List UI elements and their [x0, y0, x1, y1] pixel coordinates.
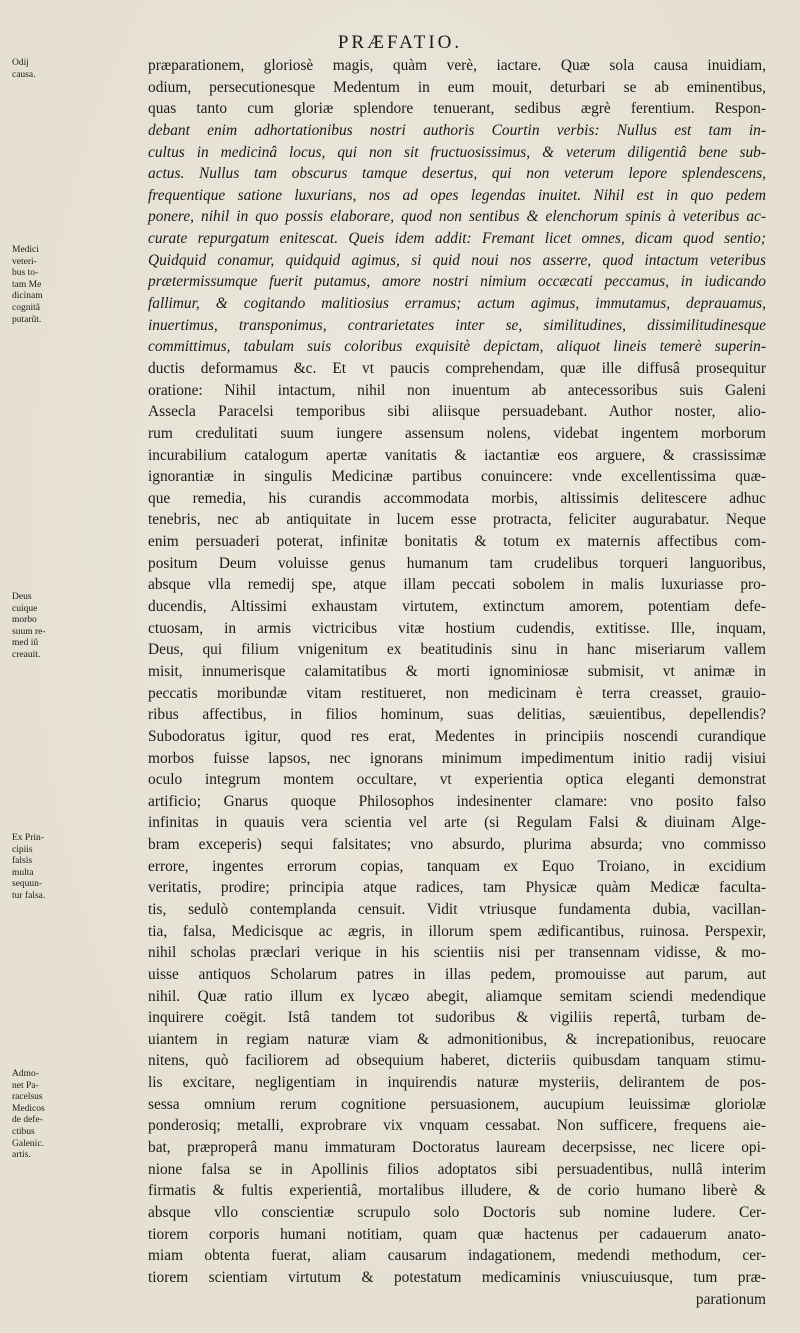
text-line: peccatis moribundæ vitam restitueret, non medicinam è terra creasset, grauio-: [148, 684, 766, 702]
margin-note-line: Deus: [12, 592, 32, 602]
text-line: nione falsa se in Apollinis filios adoptatos sibi persuadentibus, nullâ interim: [148, 1160, 766, 1178]
margin-note-line: Galenic.: [12, 1138, 44, 1149]
margin-note-line: cipiis: [12, 844, 33, 855]
text-line: frequentique satione luxurians, nos ad opes legendas inuitet. Nihil est in quo pedem: [148, 186, 766, 204]
margin-note-line: tam Me: [12, 279, 42, 290]
text-line: tiorem scientiam virtutum & potestatum medicaminis vniuscuiusque, tum præ-: [148, 1268, 766, 1286]
text-line: sessa omnium rerum cognitione persuasionem, aucupium leuissimæ gloriolæ: [148, 1095, 766, 1113]
text-line: bat, præproperâ manu immaturam Doctoratus lauream decerpsisse, nec licere opi-: [148, 1139, 766, 1157]
text-line: ponere, nihil in quo possis elaborare, quod non sentibus & elenchorum spinis à veteribus ac-: [148, 208, 766, 226]
text-line: positum Deum voluisse genus humanum tam crudelibus torqueri languoribus,: [148, 554, 766, 572]
margin-note-line: ctibus: [12, 1126, 35, 1137]
text-line: infinitas in quauis vera scientia vel arte (si Regulam Falsi & diuinam Alge-: [148, 814, 766, 832]
margin-note-line: multa: [12, 867, 34, 878]
text-line: debant enim adhortationibus nostri authoris Courtin verbis: Nullus est tam in-: [148, 121, 766, 139]
margin-note-deus: [12, 592, 70, 662]
margin-note-line: sequun-: [12, 879, 43, 890]
text-line: quas tanto cum gloriæ splendore tenuerant, sedibus ægrè ferentium. Respon-: [148, 100, 766, 118]
text-line: ignorantiæ in singulis Medicinæ partibus conuincere: vnde excellentissima quæ-: [148, 468, 766, 486]
text-line: ducendis, Altissimi exhaustam virtutem, extinctum amorem, potentiam defe-: [148, 598, 766, 616]
text-line: committimus, tabulam suis coloribus exquisitè depictam, aliquot lineis temerè superin-: [148, 338, 766, 356]
text-line: que remedia, his curandis accommodata morbis, altissimis delitescere adhuc: [148, 489, 766, 507]
text-line: misit, innumerisque calamitatibus & morti ignominiosæ submisit, vt animæ in: [148, 662, 766, 680]
margin-note-medici: [12, 245, 70, 326]
margin-note-line: morbo: [12, 615, 37, 626]
text-line: fallimur, & cogitando malitiosius erramus; actum agimus, immutamus, deprauamus,: [148, 295, 766, 313]
margin-note-line: veteri-: [12, 256, 37, 267]
page-title: PRÆFATIO.: [337, 32, 463, 53]
margin-note-line: bus to-: [12, 268, 39, 279]
margin-note-line: falsis: [12, 856, 33, 867]
text-line: rum credulitati suum iungere assensum nolens, videbat ingentem morborum: [148, 424, 766, 442]
margin-note-line: Odij: [12, 58, 29, 68]
text-line: uiantem in regiam naturæ viam & admonitionibus, & increpationibus, reuocare: [148, 1030, 766, 1048]
margin-note-line: de defe-: [12, 1115, 43, 1126]
margin-note-line: tur falsa.: [12, 890, 46, 901]
margin-note-admonet: [12, 1069, 70, 1162]
text-line: Deus, qui filium vnigenitum ex beatitudinis sinu in hanc miseriarum vallem: [148, 641, 766, 659]
text-line: miam obtenta fuerat, aliam causarum indagationem, medendi methodum, cer-: [148, 1247, 766, 1265]
text-line: curate repurgatum enitescat. Queis idem addit: Fremant licet omnes, dicam quod sentio;: [148, 230, 766, 248]
margin-note-line: creauit.: [12, 649, 41, 660]
text-line: inquirere coëgit. Istâ tandem tot sudoribus & vigiliis repertâ, turbam de-: [148, 1009, 766, 1027]
text-line: inuertimus, transponimus, contrarietates inter se, similitudines, dissimilitudinesque: [148, 316, 766, 334]
text-line: ponderosiq; metalli, exprobrare vix vnquam cessabat. Non sufficere, frequens aie-: [148, 1117, 766, 1135]
text-line: nihil scholas præclari verique in his scientiis nisi per transennam vidisse, & mo-: [148, 944, 766, 962]
text-line: errore, ingentes errorum copias, tanquam ex Equo Troiano, in excidium: [148, 857, 766, 875]
text-line: actus. Nullus tam obscurus tamque desertus, qui non veterum lepore splendescens,: [148, 165, 766, 183]
margin-note-line: suum re-: [12, 626, 46, 637]
text-line: nitens, quò faciliorem ad obsequium haberet, dicteriis quibusdam tanquam stimu-: [148, 1052, 766, 1070]
text-line: absque vlla remedij spe, atque illam peccati sobolem in malis luxuriasse pro-: [148, 576, 766, 594]
text-line: uisse antiquos Scholarum patres in illas pedem, promouisse aut parum, aut: [148, 965, 766, 983]
margin-note-line: Medicos: [12, 1103, 45, 1114]
margin-note-line: med iũ: [12, 638, 39, 649]
margin-note-line: racelsus: [12, 1092, 43, 1103]
margin-note-line: cognitã: [12, 302, 40, 313]
text-line: tia, falsa, Medicisque ac ægris, in illorum spem ædificantibus, ruinosa. Perspexir,: [148, 922, 766, 940]
text-line: ribus affectibus, in filios hominum, suas delitias, sæuientibus, depellendis?: [148, 706, 766, 724]
margin-note-line: net Pa-: [12, 1080, 39, 1091]
text-line: præparationem, gloriosè magis, quàm verè, iactare. Quæ sola causa inuidiam,: [148, 57, 766, 74]
margin-note-line: dicinam: [12, 291, 43, 302]
text-line: parationum: [695, 1290, 766, 1308]
text-line: lis excitare, negligentiam in inquirendis naturæ mysteriis, delirantem de pos-: [148, 1074, 766, 1092]
text-line: tenebris, nec ab antiquitate in lucem esse protracta, feliciter augurabatur. Neque: [148, 511, 766, 529]
text-line: Subodoratus igitur, quod res erat, Medentes in principiis noscendi curandique: [148, 727, 766, 745]
text-line: incurabilium catalogum apertæ vanitatis & iactantiæ eos arguere, & crassissimæ: [148, 446, 766, 464]
text-line: oculo integrum montem occultare, vt experientia optica eleganti demonstrat: [148, 771, 766, 789]
margin-note-line: Ex Prin-: [12, 833, 44, 843]
text-line: oratione: Nihil intactum, nihil non inuentum ab antecessoribus suis Galeni: [148, 381, 766, 399]
text-line: odium, persecutionesque Medentum in eum mouit, deturbari se ab eminentibus,: [148, 78, 766, 96]
margin-note-line: Medici: [12, 245, 39, 255]
margin-note-line: artis.: [12, 1150, 31, 1161]
text-line: prætermissumque fuerit putamus, amore nostri nimium occæcati peccamus, in iudicando: [148, 273, 766, 291]
text-line: artificio; Gnarus quoque Philosophos indesinenter clamare: vno posito falso: [148, 792, 766, 810]
margin-note-line: Admo-: [12, 1069, 39, 1079]
text-line: ctuosam, in armis victricibus vitæ hostium cudendis, extitisse. Ille, inquam,: [148, 619, 766, 637]
text-line: Assecla Paracelsi temporibus sibi aliisque persuadebant. Author noster, alio-: [148, 403, 766, 421]
text-line: Quidquid conamur, quidquid agimus, si quid noui nos asserre, quod intactum veteribus: [148, 251, 766, 269]
text-line: bram exceperis) sequi falsitates; vno absurdo, plurima absurda; vno commisso: [148, 836, 766, 854]
text-line: veritatis, prodire; principia atque radices, tam Physicæ quàm Medicæ faculta-: [148, 879, 766, 897]
text-line: absque vllo conscientiæ scrupulo solo Doctoris sub nomine ludere. Cer-: [148, 1203, 766, 1221]
margin-note-line: putarũt.: [12, 314, 42, 325]
text-line: morbos fuisse lapsos, nec ignorans minimum impedimentum initio radij visiui: [148, 749, 766, 767]
text-line: cultus in medicinâ locus, qui non sit fructuosissimus, & veterum diligentiâ bene sub-: [148, 143, 766, 161]
text-line: firmatis & fultis experientiâ, mortalibus illudere, & de corio humano liberè &: [148, 1182, 766, 1200]
text-line: ductis deformamus &c. Et vt paucis comprehendam, quæ ille diffusâ prosequitur: [148, 359, 766, 377]
text-line: enim persuaderi poterat, infinitæ bonitatis & totum ex maternis affectibus com-: [148, 533, 766, 551]
text-line: tis, sedulò contemplanda censuit. Vidit vtriusque fundamenta dubia, vacillan-: [148, 900, 766, 918]
margin-note-line: cuique: [12, 603, 38, 614]
body-text: [148, 55, 766, 1310]
text-line: tiorem corporis humani notitiam, quam quæ hactenus per cadauerum anato-: [148, 1225, 766, 1243]
margin-note-odij-causa: [12, 58, 70, 81]
margin-note-ex-principiis: [12, 833, 70, 903]
text-line: nihil. Quæ ratio illum ex lycæo abegit, aliamque semitam sciendi medendique: [148, 987, 766, 1005]
margin-note-line: causa.: [12, 69, 36, 80]
